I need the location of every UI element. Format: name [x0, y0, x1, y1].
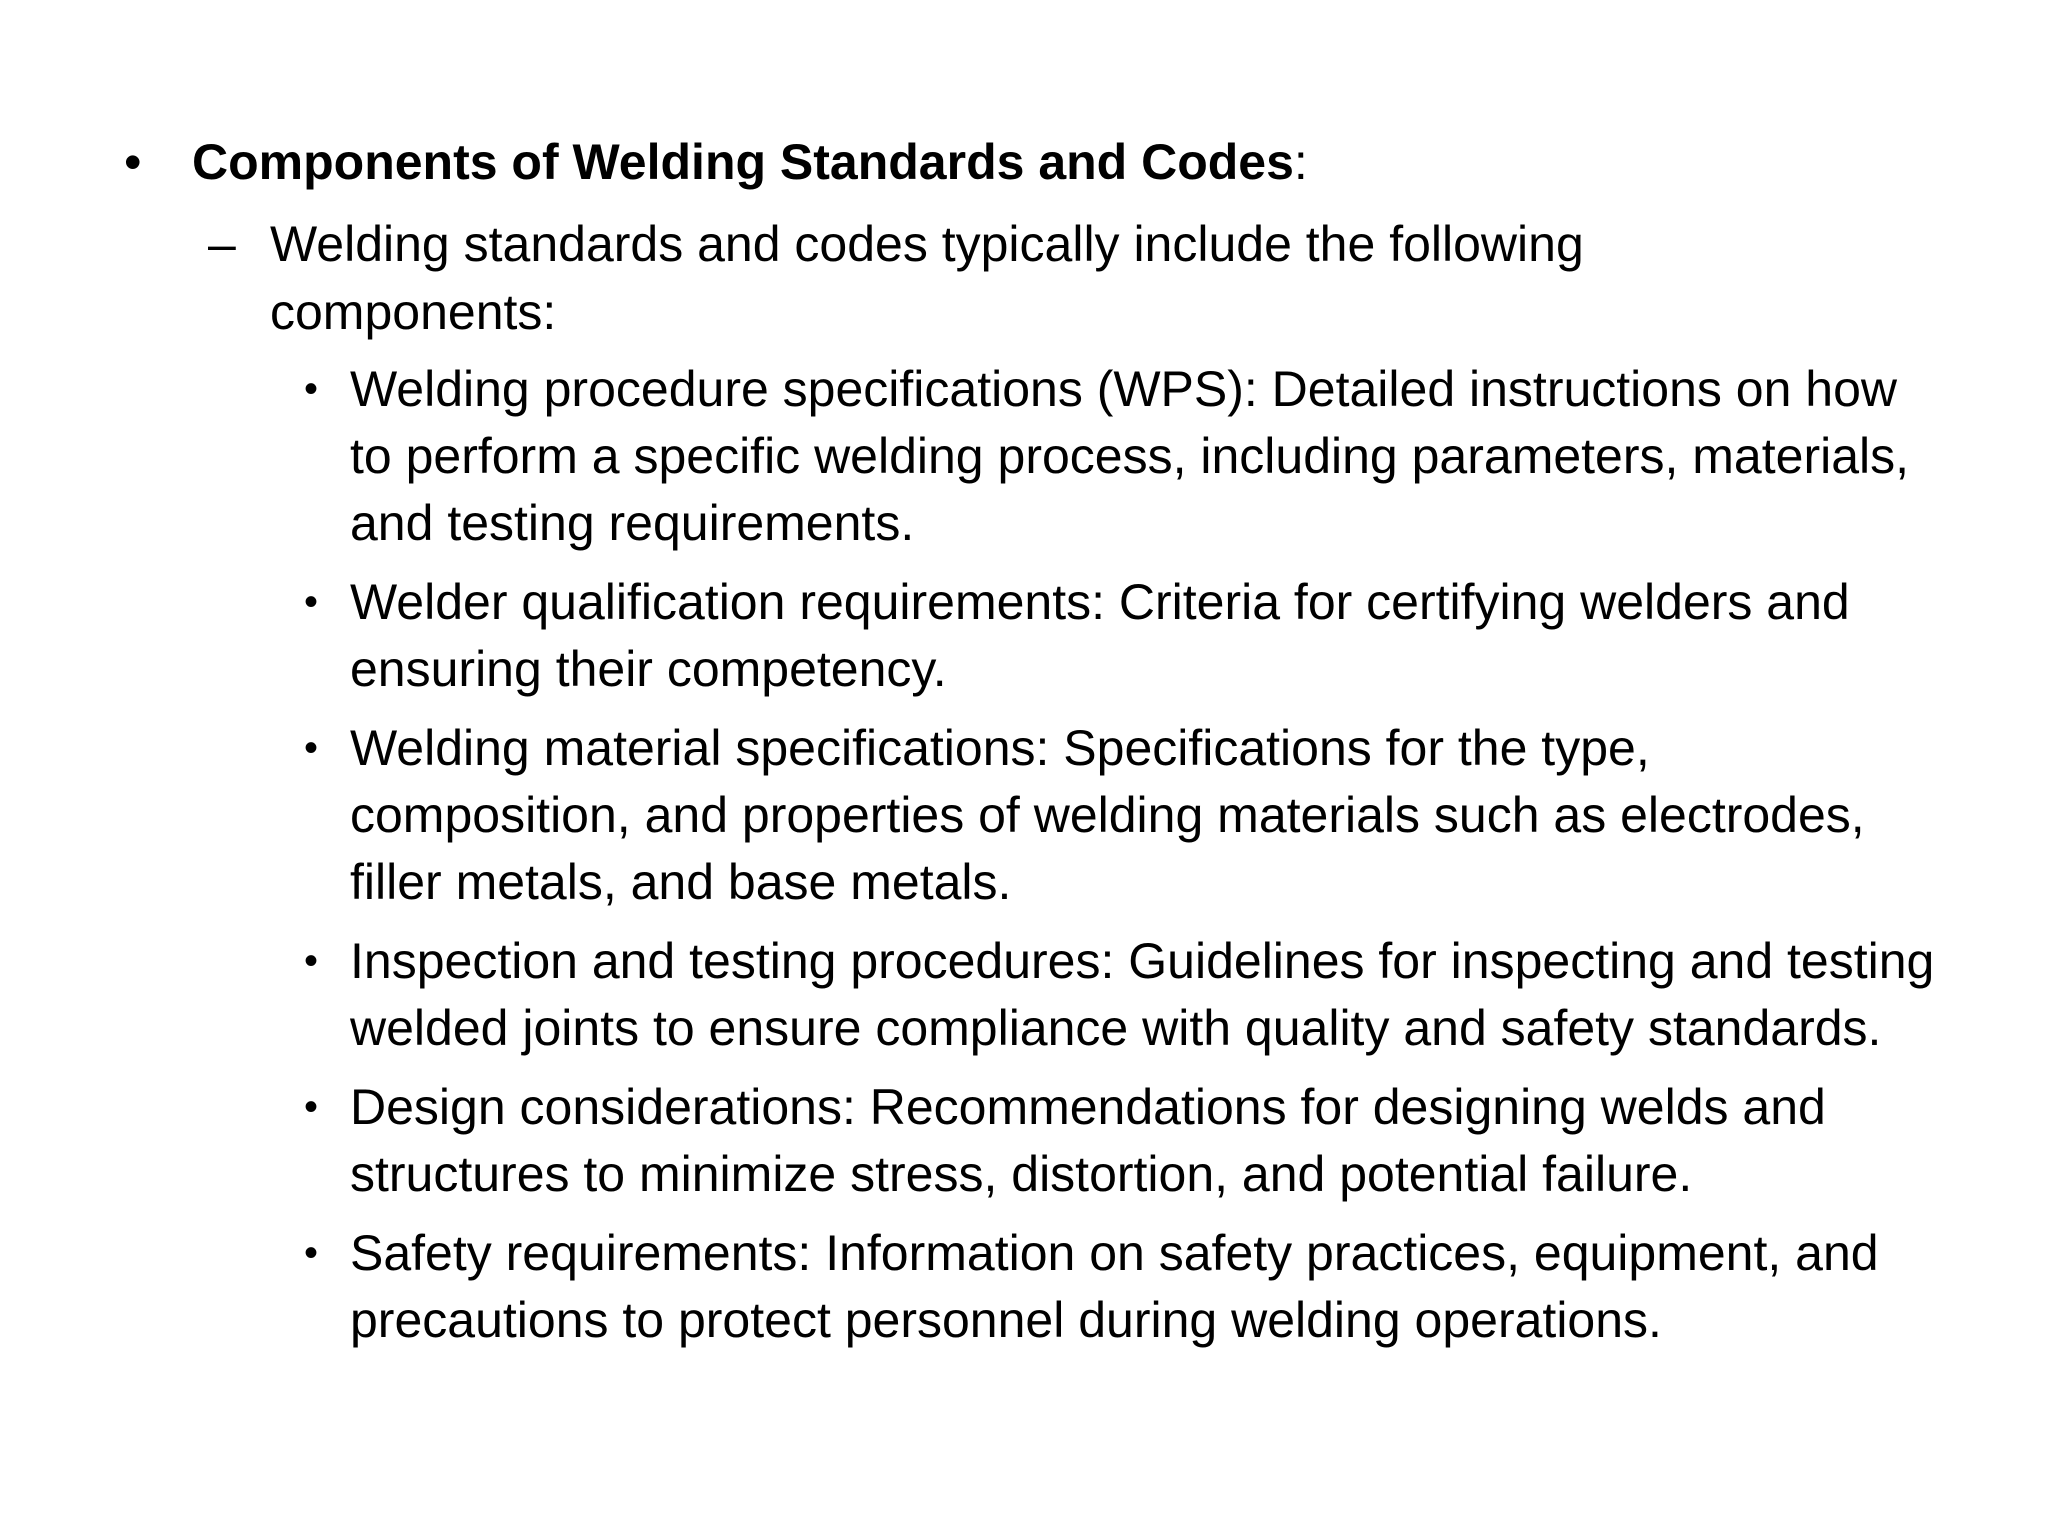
list-item-text: Welder qualification requirements: Criteria for certifying welders and ensuring their competency.: [350, 574, 1850, 697]
list-item: [300, 356, 1940, 557]
list-item: [300, 1074, 1940, 1208]
bullet-icon: •: [304, 580, 319, 624]
bullet-icon: •: [304, 367, 319, 411]
intro-text: Welding standards and codes typically include the following components:: [270, 216, 1584, 340]
list-item: [300, 569, 1940, 703]
heading-colon: :: [1293, 134, 1308, 190]
bullet-icon: •: [304, 726, 319, 770]
list-item: [300, 1220, 1940, 1354]
list-item: [300, 928, 1940, 1062]
dash-icon: –: [208, 216, 236, 272]
heading-title: Components of Welding Standards and Codes: [192, 134, 1294, 190]
list-item: [300, 715, 1940, 916]
list-item-text: Welding procedure specifications (WPS): Detailed instructions on how to perform a specific welding process, including parameters, materials, and testing requirements.: [350, 361, 1910, 551]
bullet-icon: •: [304, 1085, 319, 1129]
list-item-text: Welding material specifications: Specifications for the type, composition, and properties of welding materials such as electrodes, filler metals, and base metals.: [350, 720, 1865, 910]
bullet-icon: •: [124, 134, 142, 190]
bullet-icon: •: [304, 1231, 319, 1275]
list-item-text: Safety requirements: Information on safety practices, equipment, and precautions to protect personnel during welding operations.: [350, 1225, 1879, 1348]
list-item-text: Design considerations: Recommendations for designing welds and structures to minimize stress, distortion, and potential failure.: [350, 1079, 1826, 1202]
bullet-icon: •: [304, 939, 319, 983]
components-list: [300, 356, 1940, 1366]
list-item-text: Inspection and testing procedures: Guidelines for inspecting and testing welded joints to ensure compliance with quality and safety standards.: [350, 933, 1935, 1056]
heading-text: [192, 128, 1308, 196]
